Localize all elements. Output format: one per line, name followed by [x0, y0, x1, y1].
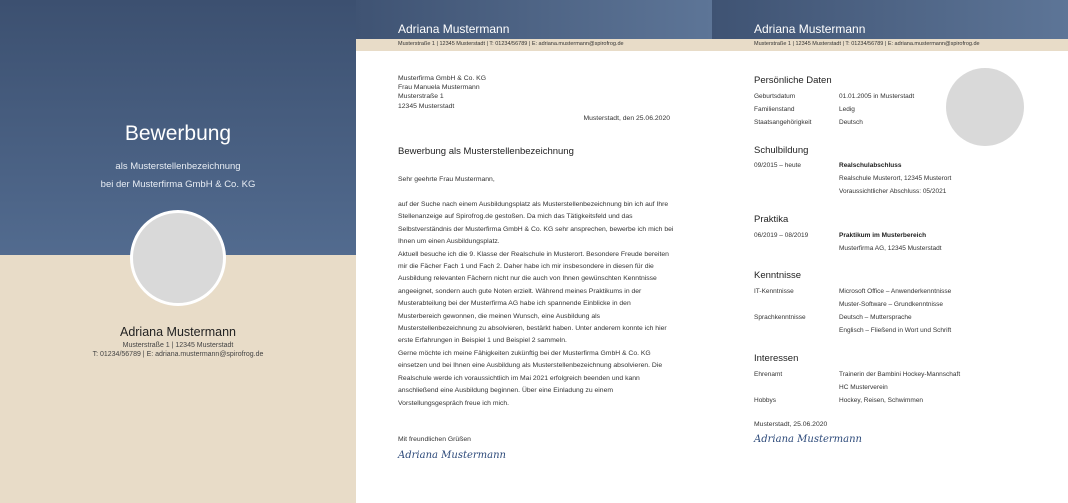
- cv-date: Musterstadt, 25.06.2020: [754, 421, 828, 428]
- letter-subject: Bewerbung als Musterstellenbezeichnung: [398, 146, 574, 157]
- skills-lang-item: Englisch – Fließend in Wort und Schrift: [839, 327, 952, 334]
- recipient-line: 12345 Musterstadt: [398, 102, 455, 110]
- section-title-skills: Kenntnisse: [754, 270, 802, 281]
- internship-company: Musterfirma AG, 12345 Musterstadt: [839, 245, 942, 252]
- cover-address: Musterstraße 1 | 12345 Musterstadt: [122, 342, 234, 349]
- row-value: Ledig: [839, 106, 855, 113]
- school-expected: Voraussichtlicher Abschluss: 05/2021: [839, 188, 947, 195]
- letter-date: Musterstadt, den 25.06.2020: [583, 115, 670, 122]
- internship-title: Praktikum im Musterbereich: [839, 232, 927, 239]
- row-label: Staatsangehörigkeit: [754, 119, 812, 126]
- cv-signature: Adriana Mustermann: [754, 434, 862, 445]
- header-contact: Musterstraße 1 | 12345 Musterstadt | T: 01234/56789 | E: adriana.mustermann@spirofrog.de: [398, 41, 624, 47]
- row-value: Deutsch: [839, 119, 863, 126]
- school-degree: Realschulabschluss: [839, 162, 902, 169]
- cover-page: [0, 0, 356, 503]
- section-title-personal: Persönliche Daten: [754, 75, 832, 86]
- skills-lang-item: Deutsch – Muttersprache: [839, 314, 912, 321]
- header-contact-bar: [712, 39, 1068, 51]
- letter-body: [398, 199, 674, 410]
- cover-name: Adriana Mustermann: [119, 325, 237, 339]
- row-value: 01.01.2005 in Musterstadt: [839, 93, 915, 100]
- header-name: Adriana Mustermann: [398, 22, 510, 36]
- cover-contact: T: 01234/56789 | E: adriana.mustermann@spirofrog.de: [92, 351, 264, 358]
- cover-letter-page: [356, 0, 712, 503]
- header-name: Adriana Mustermann: [754, 22, 866, 36]
- page-header: [712, 0, 1068, 39]
- cover-subtitle-company: bei der Musterfirma GmbH & Co. KG: [100, 179, 256, 190]
- interests-honorary-item: HC Musterverein: [839, 384, 888, 391]
- recipient-address: [398, 74, 486, 111]
- letter-paragraph: Aktuell besuche ich die 9. Klasse der Realschule in Musterort. Besondere Freude bereiten mir die Fächer Fach 1 und Fach 2. Daher habe ich mir insbesondere in diesen für die Ausbildung relevanten Fächern nicht nur die auch von Ihnen gewünschten Kenntnisse angeeignet, sondern auch gute Noten erzielt. Während meines Praktikums in der Musterabteilung bei der Musterfirma AG habe ich spannende Einblicke in den Musterbereich gewonnen, die meinen Wunsch, eine Ausbildung als Musterstellenbezeichnung zu absolvieren, bestärkt haben. Unter anderem konnte ich hier erste Erfahrungen in Beispiel 1 und Beispiel 2 sammeln.: [398, 250, 669, 345]
- school-institution: Realschule Musterort, 12345 Musterort: [839, 175, 952, 182]
- cv-photo-placeholder: [946, 68, 1024, 146]
- interests-hobbies-item: Hockey, Reisen, Schwimmen: [839, 397, 924, 404]
- recipient-line: Musterstraße 1: [398, 93, 444, 101]
- recipient-line: Musterfirma GmbH & Co. KG: [398, 75, 486, 82]
- recipient-line: Frau Manuela Mustermann: [398, 84, 480, 92]
- skills-lang-label: Sprachkenntnisse: [754, 314, 806, 321]
- letter-closing: Mit freundlichen Grüßen: [398, 436, 471, 443]
- skills-it-item: Muster-Software – Grundkenntnisse: [839, 301, 944, 308]
- school-period: 09/2015 – heute: [754, 162, 801, 169]
- row-label: Familienstand: [754, 106, 795, 113]
- row-label: Geburtsdatum: [754, 93, 796, 100]
- skills-it-label: IT-Kenntnisse: [754, 288, 794, 295]
- cover-subtitle-position: als Musterstellenbezeichnung: [115, 161, 241, 172]
- header-contact-bar: [356, 39, 712, 51]
- section-title-internships: Praktika: [754, 214, 789, 225]
- internship-period: 06/2019 – 08/2019: [754, 232, 809, 239]
- cover-title: Bewerbung: [124, 122, 232, 145]
- section-title-school: Schulbildung: [754, 145, 809, 156]
- letter-signature: Adriana Mustermann: [398, 450, 506, 461]
- interests-honorary-label: Ehrenamt: [754, 371, 783, 378]
- cv-page: [712, 0, 1068, 503]
- letter-paragraph: auf der Suche nach einem Ausbildungsplatz als Musterstellenbezeichnung bin ich auf Ihre Stellenanzeige auf Spirofrog.de gestoßen. Da mich das Tätigkeitsfeld und das Selbstverständnis der Musterfirma GmbH & Co. KG sehr ansprechen, bewerbe ich mich bei Ihnen um einen Ausbildungsplatz.: [398, 201, 674, 246]
- letter-salutation: Sehr geehrte Frau Mustermann,: [398, 176, 495, 183]
- interests-hobbies-label: Hobbys: [754, 397, 777, 404]
- section-title-interests: Interessen: [754, 353, 799, 364]
- header-contact: Musterstraße 1 | 12345 Musterstadt | T: 01234/56789 | E: adriana.mustermann@spirofrog.de: [754, 41, 980, 47]
- page-header: [356, 0, 712, 39]
- skills-it-item: Microsoft Office – Anwenderkenntnisse: [839, 288, 952, 295]
- cover-photo-placeholder: [130, 210, 226, 306]
- letter-paragraph: Gerne möchte ich meine Fähigkeiten zukünftig bei der Musterfirma GmbH & Co. KG einsetzen und bei Ihnen eine Ausbildung als Musterstellenbezeichnung absolvieren. Die Realschule werde ich voraussichtlich im Mai 2021 erfolgreich beenden und kann anschließend eine Ausbildung beginnen. Über eine Einladung zu einem Vorstellungsgespräch freue ich mich.: [398, 349, 663, 407]
- interests-honorary-item: Trainerin der Bambini Hockey-Mannschaft: [839, 371, 961, 378]
